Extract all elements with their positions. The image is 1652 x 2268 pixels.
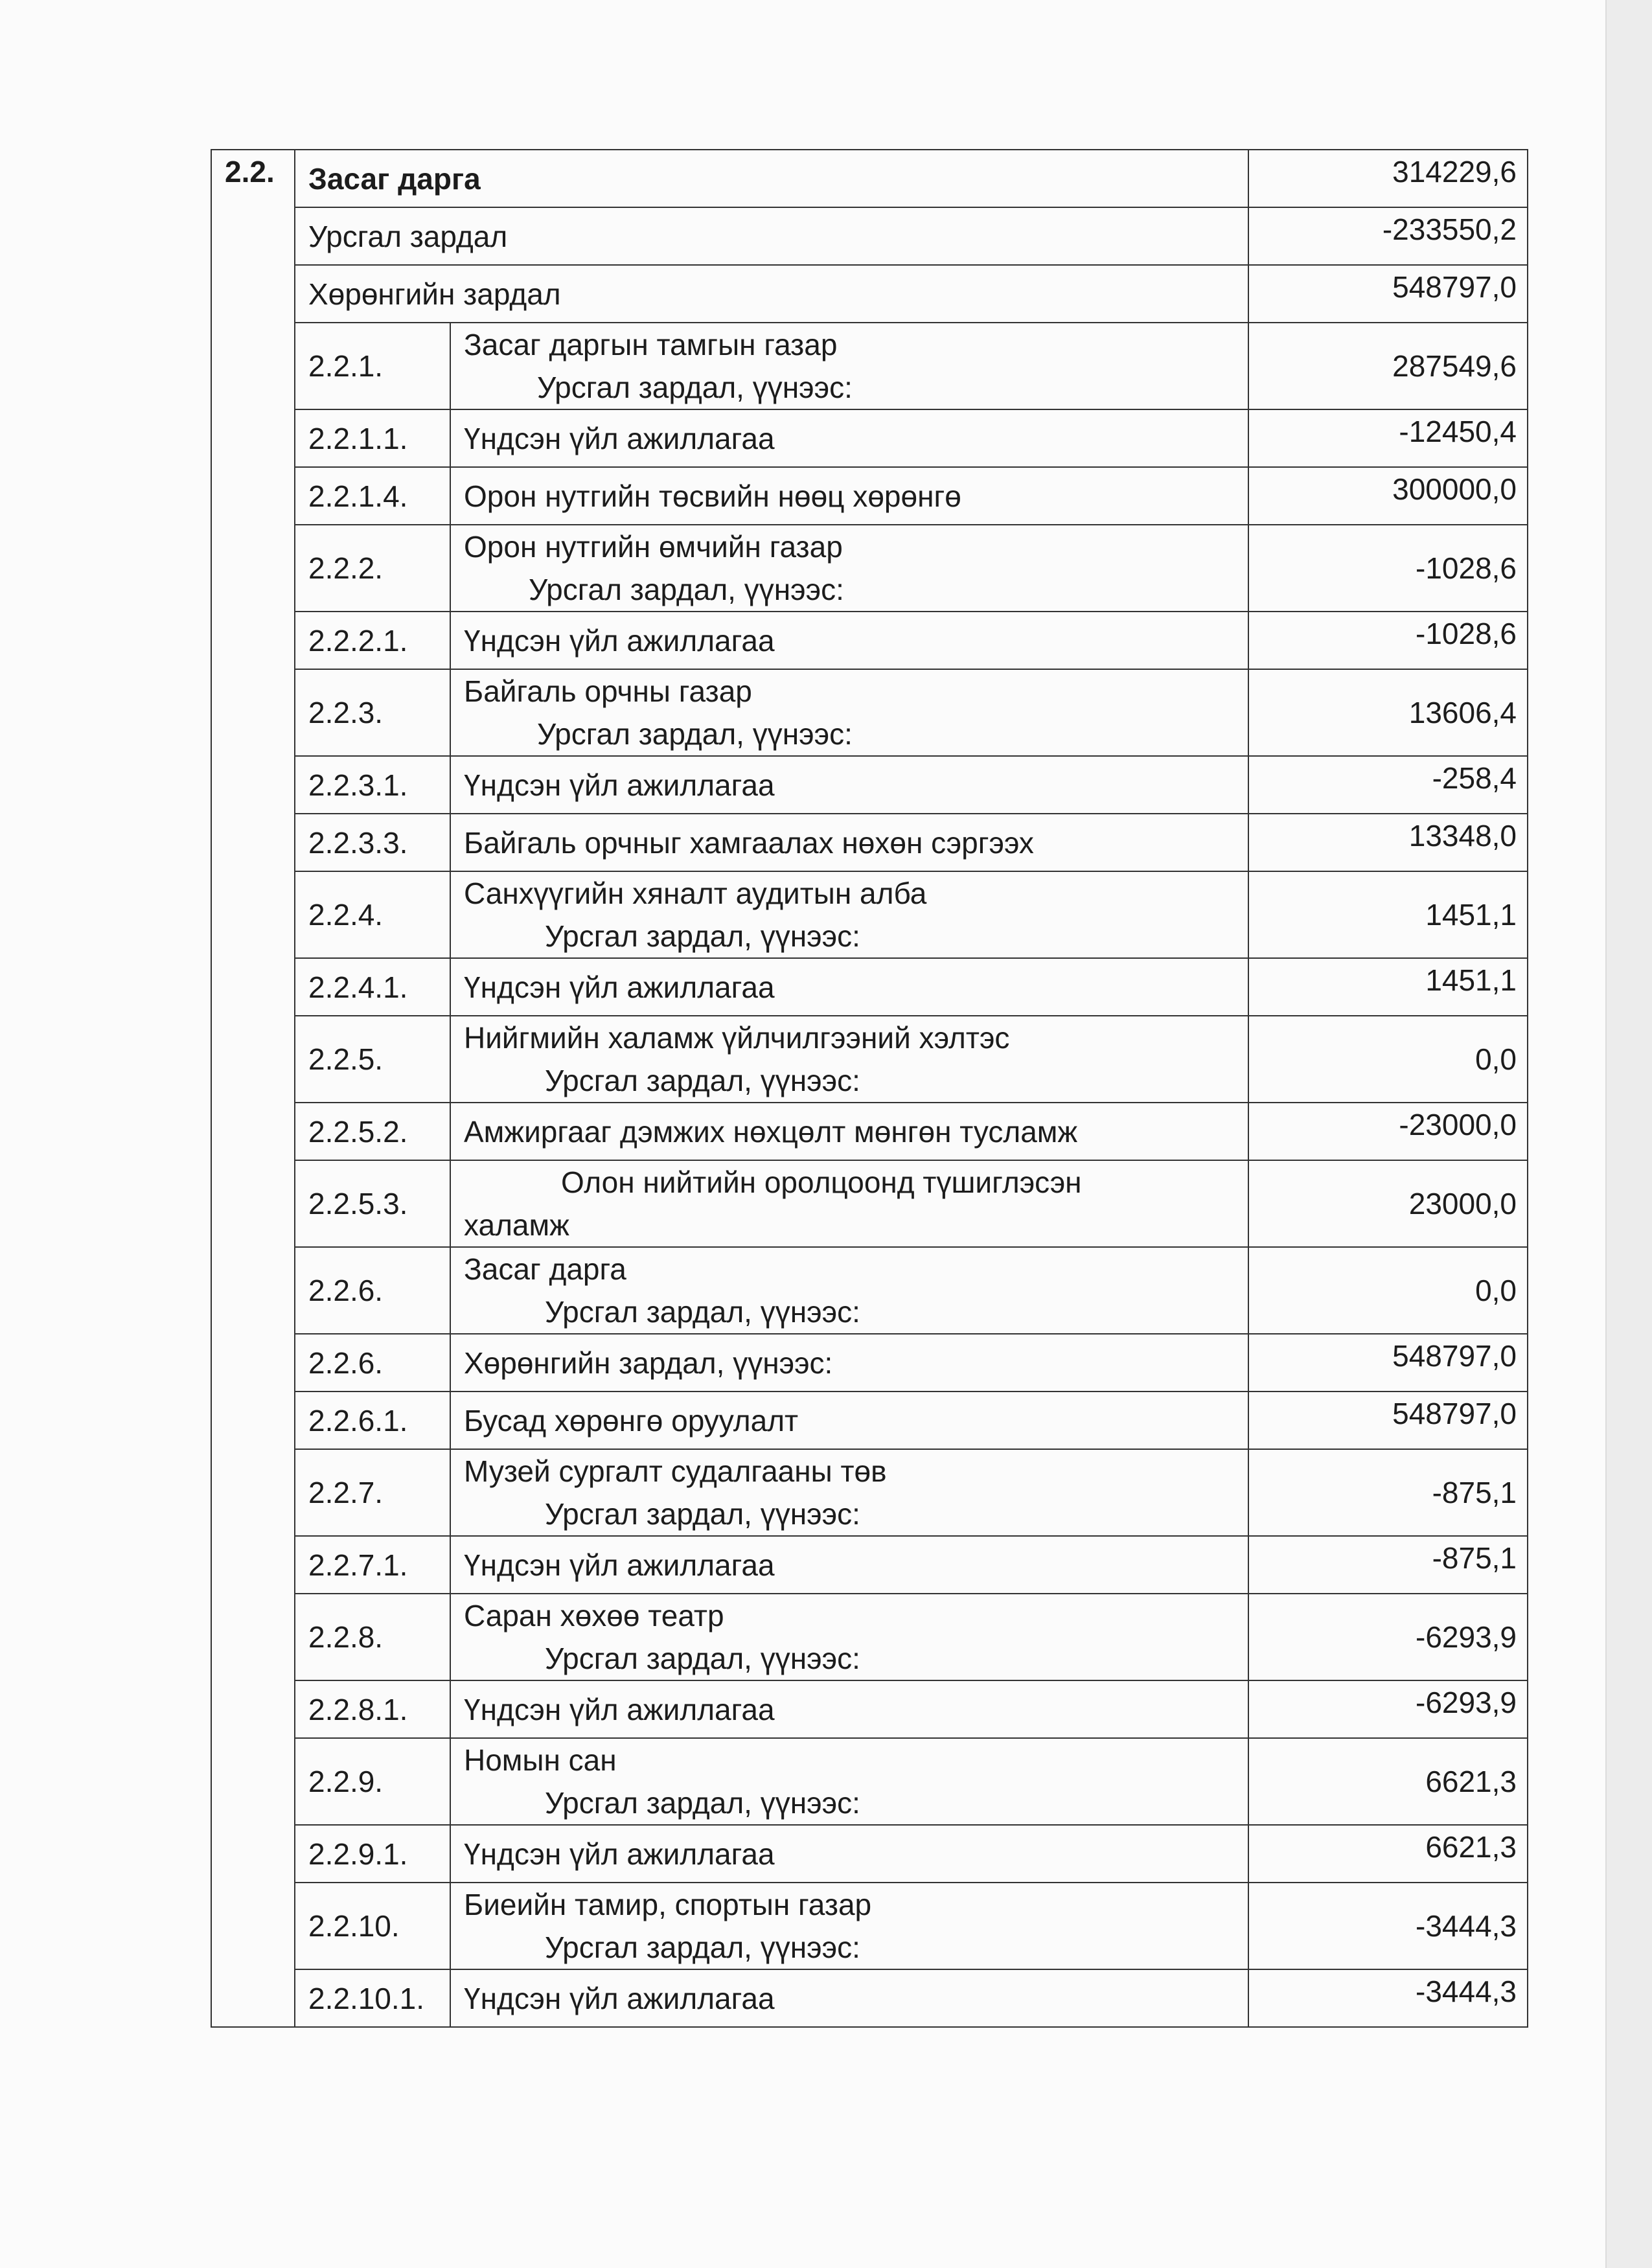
section-header-row	[211, 150, 1528, 207]
row-code: 2.2.6.	[295, 1247, 450, 1334]
row-name	[450, 1160, 1248, 1247]
row-name-sub: Урсгал зардал, үүнээс:	[545, 1295, 860, 1329]
row-value: 0,0	[1248, 1247, 1528, 1334]
table-row	[211, 1883, 1528, 1969]
row-value: -258,4	[1248, 756, 1528, 814]
row-code: 2.2.1.1.	[295, 409, 450, 467]
row-name	[450, 1449, 1248, 1536]
row-name-main: Засаг дарга	[464, 1252, 626, 1286]
row-name: Үндсэн үйл ажиллагаа	[450, 1825, 1248, 1883]
row-value: -3444,3	[1248, 1883, 1528, 1969]
row-name-main: Орон нутгийн өмчийн газар	[464, 530, 843, 564]
table-row	[211, 756, 1528, 814]
row-name: Амжиргааг дэмжих нөхцөлт мөнгөн тусламж	[450, 1103, 1248, 1160]
row-name	[450, 1883, 1248, 1969]
row-name-main: Олон нийтийн оролцоонд түшиглэсэн	[561, 1165, 1082, 1199]
row-name-cont: халамж	[464, 1208, 569, 1242]
row-code: 2.2.9.	[295, 1738, 450, 1825]
row-name: Үндсэн үйл ажиллагаа	[450, 409, 1248, 467]
section-code: 2.2.	[211, 150, 295, 2027]
row-value: 1451,1	[1248, 958, 1528, 1016]
budget-table	[211, 149, 1528, 2028]
row-code: 2.2.4.1.	[295, 958, 450, 1016]
row-value: 23000,0	[1248, 1160, 1528, 1247]
table-row	[211, 1016, 1528, 1103]
row-name: Үндсэн үйл ажиллагаа	[450, 756, 1248, 814]
row-value: -6293,9	[1248, 1594, 1528, 1680]
row-code: 2.2.8.	[295, 1594, 450, 1680]
row-value: -6293,9	[1248, 1680, 1528, 1738]
row-value: -875,1	[1248, 1536, 1528, 1594]
row-value: 13348,0	[1248, 814, 1528, 871]
row-name-main: Биеийн тамир, спортын газар	[464, 1888, 872, 1921]
summary-label: Урсгал зардал	[295, 207, 1248, 265]
row-code: 2.2.7.1.	[295, 1536, 450, 1594]
row-value: 0,0	[1248, 1016, 1528, 1103]
table-row	[211, 1680, 1528, 1738]
row-name	[450, 1594, 1248, 1680]
row-value: -1028,6	[1248, 612, 1528, 669]
row-name-main: Санхүүгийн хяналт аудитын алба	[464, 876, 927, 910]
table-row	[211, 1738, 1528, 1825]
row-name	[450, 1738, 1248, 1825]
row-name: Үндсэн үйл ажиллагаа	[450, 612, 1248, 669]
table-row	[211, 669, 1528, 756]
table-row	[211, 1334, 1528, 1392]
row-value: -1028,6	[1248, 525, 1528, 612]
table-row	[211, 467, 1528, 525]
table-row	[211, 1536, 1528, 1594]
row-name-sub: Урсгал зардал, үүнээс:	[545, 1064, 860, 1097]
row-value: 1451,1	[1248, 871, 1528, 958]
summary-label: Хөрөнгийн зардал	[295, 265, 1248, 323]
row-code: 2.2.9.1.	[295, 1825, 450, 1883]
row-name	[450, 871, 1248, 958]
row-code: 2.2.5.3.	[295, 1160, 450, 1247]
row-name	[450, 1247, 1248, 1334]
table-row	[211, 1594, 1528, 1680]
table-row	[211, 323, 1528, 409]
row-code: 2.2.6.	[295, 1334, 450, 1392]
summary-row	[211, 207, 1528, 265]
table-row	[211, 612, 1528, 669]
table-row	[211, 1103, 1528, 1160]
row-name: Үндсэн үйл ажиллагаа	[450, 1680, 1248, 1738]
row-name-sub: Урсгал зардал, үүнээс:	[545, 1786, 860, 1820]
row-value: 300000,0	[1248, 467, 1528, 525]
row-name-main: Засаг даргын тамгын газар	[464, 328, 838, 361]
row-value: -23000,0	[1248, 1103, 1528, 1160]
row-code: 2.2.2.	[295, 525, 450, 612]
summary-row	[211, 265, 1528, 323]
row-name: Орон нутгийн төсвийн нөөц хөрөнгө	[450, 467, 1248, 525]
row-name: Үндсэн үйл ажиллагаа	[450, 1969, 1248, 2027]
row-value: 6621,3	[1248, 1825, 1528, 1883]
row-name: Хөрөнгийн зардал, үүнээс:	[450, 1334, 1248, 1392]
table-row	[211, 1392, 1528, 1449]
row-value: -12450,4	[1248, 409, 1528, 467]
row-value: 13606,4	[1248, 669, 1528, 756]
table-row	[211, 1825, 1528, 1883]
row-code: 2.2.4.	[295, 871, 450, 958]
row-code: 2.2.10.1.	[295, 1969, 450, 2027]
table-row	[211, 871, 1528, 958]
row-value: 6621,3	[1248, 1738, 1528, 1825]
section-total: 314229,6	[1248, 150, 1528, 207]
table-row	[211, 409, 1528, 467]
row-name-main: Музей сургалт судалгааны төв	[464, 1454, 887, 1488]
row-code: 2.2.6.1.	[295, 1392, 450, 1449]
row-value: -875,1	[1248, 1449, 1528, 1536]
table-row	[211, 1160, 1528, 1247]
section-title: Засаг дарга	[295, 150, 1248, 207]
row-name-main: Саран хөхөө театр	[464, 1599, 724, 1632]
row-code: 2.2.8.1.	[295, 1680, 450, 1738]
row-name-sub: Урсгал зардал, үүнээс:	[537, 717, 853, 751]
row-code: 2.2.1.4.	[295, 467, 450, 525]
row-name-main: Байгаль орчны газар	[464, 674, 752, 708]
page-edge	[1605, 0, 1652, 2268]
row-code: 2.2.3.3.	[295, 814, 450, 871]
row-value: 287549,6	[1248, 323, 1528, 409]
row-name-sub: Урсгал зардал, үүнээс:	[545, 1930, 860, 1964]
row-name	[450, 1016, 1248, 1103]
row-code: 2.2.7.	[295, 1449, 450, 1536]
summary-value: 548797,0	[1248, 265, 1528, 323]
row-code: 2.2.2.1.	[295, 612, 450, 669]
row-name-sub: Урсгал зардал, үүнээс:	[529, 573, 844, 606]
row-name	[450, 669, 1248, 756]
table-row	[211, 1969, 1528, 2027]
row-code: 2.2.3.	[295, 669, 450, 756]
row-name-sub: Урсгал зардал, үүнээс:	[545, 919, 860, 953]
table-row	[211, 1449, 1528, 1536]
table-row	[211, 958, 1528, 1016]
row-value: -3444,3	[1248, 1969, 1528, 2027]
row-value: 548797,0	[1248, 1334, 1528, 1392]
row-name-sub: Урсгал зардал, үүнээс:	[537, 371, 853, 404]
row-name	[450, 323, 1248, 409]
table-row	[211, 525, 1528, 612]
row-code: 2.2.1.	[295, 323, 450, 409]
row-name: Үндсэн үйл ажиллагаа	[450, 1536, 1248, 1594]
row-name: Бусад хөрөнгө оруулалт	[450, 1392, 1248, 1449]
row-name: Байгаль орчныг хамгаалах нөхөн сэргээх	[450, 814, 1248, 871]
row-name: Үндсэн үйл ажиллагаа	[450, 958, 1248, 1016]
row-code: 2.2.10.	[295, 1883, 450, 1969]
row-value: 548797,0	[1248, 1392, 1528, 1449]
summary-value: -233550,2	[1248, 207, 1528, 265]
row-code: 2.2.3.1.	[295, 756, 450, 814]
row-code: 2.2.5.2.	[295, 1103, 450, 1160]
row-name	[450, 525, 1248, 612]
row-name-main: Нийгмийн халамж үйлчилгээний хэлтэс	[464, 1021, 1010, 1055]
row-name-main: Номын сан	[464, 1743, 617, 1777]
row-name-sub: Урсгал зардал, үүнээс:	[545, 1497, 860, 1531]
table-row	[211, 814, 1528, 871]
row-name-sub: Урсгал зардал, үүнээс:	[545, 1642, 860, 1675]
table-row	[211, 1247, 1528, 1334]
row-code: 2.2.5.	[295, 1016, 450, 1103]
